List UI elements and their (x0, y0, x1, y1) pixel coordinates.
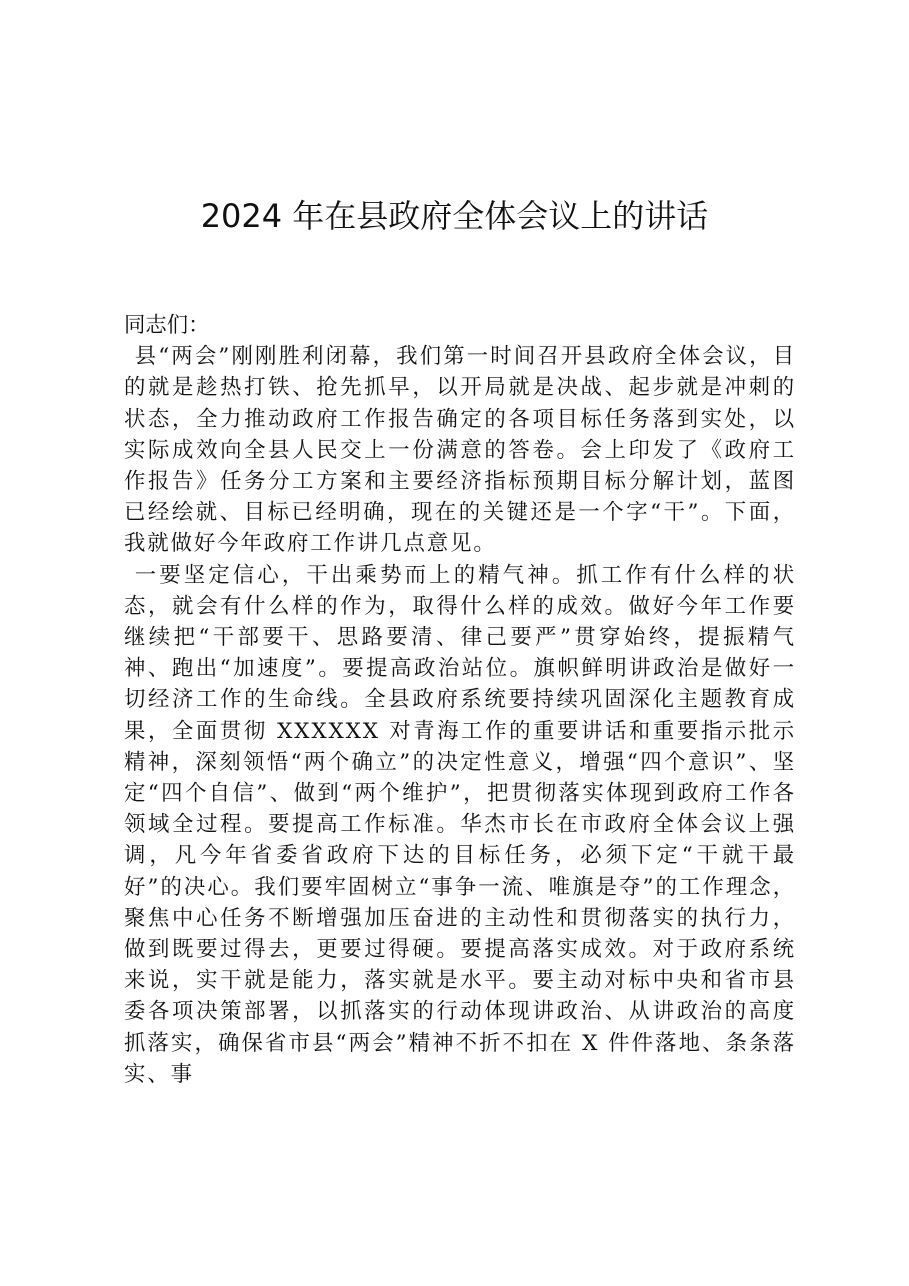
document-title: 2024 年在县政府全体会议上的讲话 (200, 197, 709, 235)
document-body (124, 310, 796, 1090)
salutation: 同志们： (124, 313, 210, 338)
paragraph-point-one: 一要坚定信心，干出乘势而上的精气神。抓工作有什么样的状态，就会有什么样的作为，取得什么样的成效。做好今年工作要继续把“干部要干、思路要清、律己要严”贯穿始终，提振精气神、跑出“加速度”。要提高政治站位。旗帜鲜明讲政治是做好一切经济工作的生命线。全县政府系统要持续巩固深化主题教育成果，全面贯彻 XXXXXX 对青海工作的重要讲话和重要指示批示精神，深刻领悟“两个确立”的决定性意义，增强“四个意识”、坚定“四个自信”、做到“两个维护”，把贯彻落实体现到政府工作各领域全过程。要提高工作标准。华杰市长在市政府全体会议上强调，凡今年省委省政府下达的目标任务，必须下定“干就干最好”的决心。我们要牢固树立“事争一流、唯旗是夺”的工作理念，聚焦中心任务不断增强加压奋进的主动性和贯彻落实的执行力，做到既要过得去，更要过得硬。要提高落实成效。对于政府系统来说，实干就是能力，落实就是水平。要主动对标中央和省市县委各项决策部署，以抓落实的行动体现讲政治、从讲政治的高度抓落实，确保省市县“两会”精神不折不扣在 X 件件落地、条条落实、事 (124, 562, 796, 1087)
paragraph-opening: 县“两会”刚刚胜利闭幕，我们第一时间召开县政府全体会议，目的就是趁热打铁、抢先抓早，以开局就是决战、起步就是冲刺的状态，全力推动政府工作报告确定的各项目标任务落到实处，以实际成效向全县人民交上一份满意的答卷。会上印发了《政府工作报告》任务分工方案和主要经济指标预期目标分解计划，蓝图已经绘就、目标已经明确，现在的关键还是一个字“干”。下面，我就做好今年政府工作讲几点意见。 (124, 344, 796, 557)
